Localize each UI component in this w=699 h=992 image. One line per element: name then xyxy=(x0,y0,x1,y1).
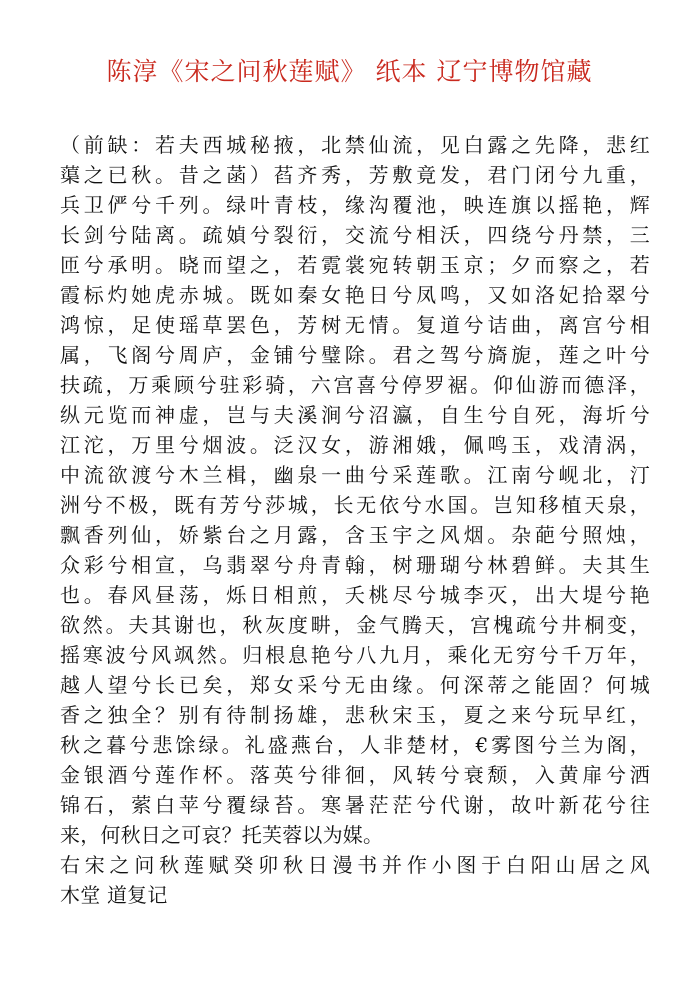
text-line: 洲兮不极，既有芳兮莎城，长无依兮水国。岂知移植天泉， xyxy=(60,493,650,517)
text-line: 中流欲渡兮木兰楫，幽泉一曲兮采莲歌。江南兮岘北，汀 xyxy=(60,463,650,487)
text-line: 长剑兮陆离。疏媜兮裂衍，交流兮相沃，四绕兮丹禁，三 xyxy=(60,223,650,247)
text-line: 来，何秋日之可哀？托芙蓉以为媒。 xyxy=(60,823,384,847)
text-line: 霞标灼她虎赤城。既如秦女艳日兮凤鸣，又如洛妃拾翠兮 xyxy=(60,283,650,307)
text-line: 也。春风昼荡，烁日相煎，夭桃尽兮城李灭，出大堤兮艳 xyxy=(60,583,650,607)
text-line: 飘香列仙，娇紫台之月露，含玉宇之风烟。杂葩兮照烛， xyxy=(60,523,650,547)
text-line: 锦石，萦白苹兮覆绿苔。寒暑茫茫兮代谢，故叶新花兮往 xyxy=(60,793,650,817)
colophon-line: 右宋之问秋莲赋癸卯秋日漫书并作小图于白阳山居之风 xyxy=(60,853,650,877)
poem-text xyxy=(60,130,650,910)
text-line: 众彩兮相宣，乌翡翠兮舟青翰，树珊瑚兮林碧鲜。夫其生 xyxy=(60,553,650,577)
text-line: 金银酒兮莲作杯。落英兮徘徊，风转兮衰颓，入黄扉兮洒 xyxy=(60,763,650,787)
text-line: 匝兮承明。晓而望之，若霓裳宛转朝玉京；夕而察之，若 xyxy=(60,253,650,277)
text-line: 欲然。夫其谢也，秋灰度畊，金气腾天，宫槐疏兮井桐变， xyxy=(60,613,650,637)
text-line: 摇寒波兮风飒然。归根息艳兮八九月，乘化无穷兮千万年， xyxy=(60,643,650,667)
text-line: 纵元览而神虚，岂与夫溪涧兮沼瀛，自生兮自死，海圻兮 xyxy=(60,403,650,427)
text-line: 属，飞阁兮周庐，金铺兮璧除。君之驾兮旖旎，莲之叶兮 xyxy=(60,343,650,367)
text-line: （前缺：若夫西城秘掖，北禁仙流，见白露之先降，悲红 xyxy=(60,133,650,157)
text-line: 兵卫俨兮千列。绿叶青枝，缘沟覆池，映连旗以摇艳，辉 xyxy=(60,193,650,217)
text-line: 秋之暮兮悲馀绿。礼盛燕台，人非楚材，€雾图兮兰为阁， xyxy=(60,733,650,757)
text-line: 江沱，万里兮烟波。泛汉女，游湘娥，佩鸣玉，戏清涡， xyxy=(60,433,650,457)
text-line: 越人望兮长已矣，郑女采兮无由缘。何深蒂之能固？何城 xyxy=(60,673,650,697)
text-line: 香之独全？别有待制扬雄，悲秋宋玉，夏之来兮玩早红， xyxy=(60,703,650,727)
text-line: 扶疏，万乘顾兮驻彩骑，六宫喜兮停罗裾。仰仙游而德泽， xyxy=(60,373,650,397)
colophon-line: 木堂 道复记 xyxy=(60,883,168,907)
text-line: 蕖之已秋。昔之菡）萏齐秀，芳敷竟发，君门闭兮九重， xyxy=(60,163,650,187)
text-line: 鸿惊，足使瑶草罢色，芳树无情。复道兮诘曲，离宫兮相 xyxy=(60,313,650,337)
page-title: 陈淳《宋之问秋莲赋》 纸本 辽宁博物馆藏 xyxy=(106,57,593,86)
